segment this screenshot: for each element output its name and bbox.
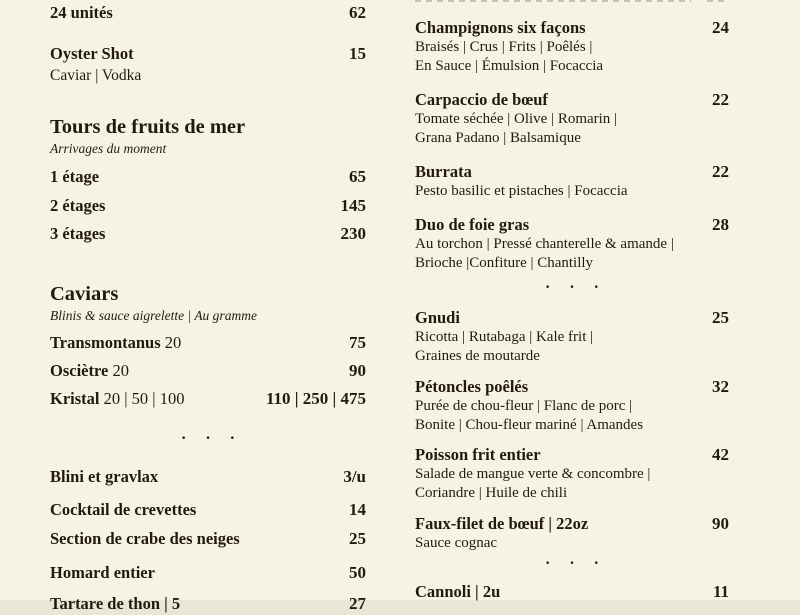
item-title xyxy=(50,2,113,24)
item-description-line: Graines de moutarde xyxy=(415,348,540,364)
dot: · xyxy=(229,430,236,447)
item-title xyxy=(50,528,240,550)
item-title-text: Gnudi xyxy=(415,308,460,327)
item-title-text: 1 étage xyxy=(50,167,100,186)
item-row xyxy=(415,376,729,397)
item-price: 25 xyxy=(712,308,729,327)
item-price: 75 xyxy=(349,333,366,352)
item-row xyxy=(50,593,366,615)
item-title xyxy=(50,195,105,217)
item-price: 22 xyxy=(712,90,729,109)
item-price: 25 xyxy=(349,529,366,548)
item-title-text: Osciètre xyxy=(50,361,109,380)
item-title xyxy=(415,444,541,465)
item-title-text: Tartare de thon | 5 xyxy=(50,594,181,613)
item-price: 22 xyxy=(712,162,729,181)
item-row xyxy=(50,166,366,188)
menu-item xyxy=(50,528,366,550)
clipped-price-fragment xyxy=(707,0,729,2)
item-title-text: Cocktail de crevettes xyxy=(50,500,197,519)
item-title xyxy=(415,307,460,328)
dot: · xyxy=(569,555,575,572)
dot: · xyxy=(593,555,600,572)
item-title-suffix: 20 xyxy=(108,361,129,380)
menu-item xyxy=(50,195,366,217)
item-row xyxy=(415,444,729,465)
item-title-suffix: 20 | 50 | 100 xyxy=(99,389,185,408)
item-title-text: Faux-filet de bœuf | 22oz xyxy=(415,514,589,533)
item-description-line: En Sauce | Émulsion | Focaccia xyxy=(415,58,604,74)
item-row xyxy=(50,332,366,354)
item-price: 110 | 250 | 475 xyxy=(265,389,366,408)
item-price: 27 xyxy=(349,594,366,613)
item-price: 65 xyxy=(349,167,366,186)
item-description-line: Purée de chou-fleur | Flanc de porc | xyxy=(415,398,633,414)
item-title xyxy=(415,17,586,38)
menu-column-right xyxy=(415,0,729,602)
item-row xyxy=(50,43,366,65)
menu-item xyxy=(50,562,366,584)
item-title xyxy=(50,360,129,382)
item-row xyxy=(50,528,366,550)
menu-item xyxy=(50,466,366,488)
item-title-text: Section de crabe des neiges xyxy=(50,529,240,548)
item-title-text: 24 unités xyxy=(50,3,113,22)
menu-item xyxy=(415,444,729,503)
item-price: 24 xyxy=(712,18,729,37)
item-price: 28 xyxy=(712,215,729,234)
item-title-text: Champignons six façons xyxy=(415,18,586,37)
dot: · xyxy=(593,279,600,296)
item-title-text: Oyster Shot xyxy=(50,44,134,63)
item-title xyxy=(50,223,105,245)
item-description-line: Pesto basilic et pistaches | Focaccia xyxy=(415,183,628,199)
menu-item xyxy=(50,332,366,354)
item-title-text: 2 étages xyxy=(50,196,106,215)
item-description-line: Au torchon | Pressé chanterelle & amande | xyxy=(415,236,674,252)
item-row xyxy=(415,17,729,38)
item-title xyxy=(415,161,472,182)
section-title: Caviars xyxy=(50,283,119,305)
item-title xyxy=(415,513,588,534)
section-title: Tours de fruits de mer xyxy=(50,116,246,138)
menu-item xyxy=(415,161,729,201)
item-row xyxy=(415,307,729,328)
item-row xyxy=(415,214,729,235)
item-price: 14 xyxy=(349,500,366,519)
item-title-text: Kristal xyxy=(50,389,100,408)
item-row xyxy=(50,466,366,488)
menu-item xyxy=(50,166,366,188)
item-price: 42 xyxy=(712,445,729,464)
item-description-line: Ricotta | Rutabaga | Kale frit | xyxy=(415,329,594,345)
item-title xyxy=(50,332,181,354)
menu-item xyxy=(415,307,729,366)
item-title xyxy=(50,562,155,584)
item-row xyxy=(415,513,729,534)
menu-item xyxy=(415,513,729,553)
menu-item xyxy=(50,388,366,410)
menu-column-left xyxy=(50,0,366,615)
menu-item xyxy=(50,43,366,86)
section-subtitle: Blinis & sauce aigrelette | Au gramme xyxy=(50,308,257,323)
item-title-suffix: 20 xyxy=(160,333,182,352)
item-row xyxy=(50,360,366,382)
item-row xyxy=(415,581,729,602)
dot: · xyxy=(205,430,211,447)
menu-item xyxy=(415,376,729,435)
item-price: 90 xyxy=(349,361,366,380)
dots-divider xyxy=(50,432,366,446)
clipped-text-fragment xyxy=(415,0,691,2)
item-price: 32 xyxy=(712,377,729,396)
dots-divider xyxy=(415,557,729,571)
dot: · xyxy=(569,279,575,296)
item-price: 62 xyxy=(349,3,366,22)
item-price: 145 xyxy=(340,196,366,215)
item-row xyxy=(415,161,729,182)
item-description-line: Grana Padano | Balsamique xyxy=(415,130,581,146)
item-price: 3/u xyxy=(343,467,366,486)
dot: · xyxy=(544,279,551,296)
item-title xyxy=(50,166,99,188)
item-title xyxy=(415,214,529,235)
menu-item xyxy=(50,360,366,382)
item-title xyxy=(415,89,548,110)
item-row xyxy=(50,195,366,217)
item-title-text: Pétoncles poêlés xyxy=(415,377,529,396)
item-price: 15 xyxy=(349,44,366,63)
item-description-line: Salade de mangue verte & concombre | xyxy=(415,466,651,482)
item-title-text: Cannoli | 2u xyxy=(415,582,501,601)
menu-item xyxy=(415,89,729,148)
item-title xyxy=(50,593,180,615)
dots-divider xyxy=(415,281,729,295)
dot: · xyxy=(180,430,187,447)
item-row xyxy=(415,89,729,110)
item-title xyxy=(415,581,500,602)
menu-section-header xyxy=(50,115,366,158)
item-title xyxy=(50,466,158,488)
item-row xyxy=(50,499,366,521)
item-title-text: Burrata xyxy=(415,162,472,181)
item-description-line: Caviar | Vodka xyxy=(50,67,142,84)
item-description-line: Tomate séchée | Olive | Romarin | xyxy=(415,111,618,127)
item-description-line: Coriandre | Huile de chili xyxy=(415,485,568,501)
item-title-text: 3 étages xyxy=(50,224,106,243)
item-row xyxy=(50,388,366,410)
item-description-line: Bonite | Chou-fleur mariné | Amandes xyxy=(415,417,644,433)
menu-item xyxy=(50,2,366,24)
menu-item xyxy=(415,581,729,602)
item-row xyxy=(50,562,366,584)
item-description-line: Sauce cognac xyxy=(415,535,498,551)
item-title-text: Carpaccio de bœuf xyxy=(415,90,548,109)
item-description-line: Brioche |Confiture | Chantilly xyxy=(415,255,594,271)
item-title xyxy=(415,376,528,397)
section-subtitle: Arrivages du moment xyxy=(50,141,167,156)
item-row xyxy=(50,223,366,245)
menu-item xyxy=(415,17,729,76)
item-title-text: Blini et gravlax xyxy=(50,467,159,486)
item-title xyxy=(50,43,134,65)
menu-section-header xyxy=(50,282,366,325)
clipped-text-top xyxy=(415,0,729,2)
item-title-text: Poisson frit entier xyxy=(415,445,541,464)
item-title xyxy=(50,499,196,521)
item-description-line: Braisés | Crus | Frits | Poêlés | xyxy=(415,39,593,55)
item-title-text: Duo de foie gras xyxy=(415,215,530,234)
item-title-text: Transmontanus xyxy=(50,333,161,352)
item-price: 50 xyxy=(349,563,366,582)
item-price: 230 xyxy=(340,224,366,243)
menu-item-clipped-bottom xyxy=(50,593,366,615)
menu-item xyxy=(50,223,366,245)
menu-item xyxy=(415,214,729,273)
dot: · xyxy=(544,555,551,572)
item-title-text: Homard entier xyxy=(50,563,155,582)
menu-item xyxy=(50,499,366,521)
item-price: 90 xyxy=(712,514,729,533)
item-row xyxy=(50,2,366,24)
item-price: 11 xyxy=(712,582,729,601)
item-title xyxy=(50,388,184,410)
